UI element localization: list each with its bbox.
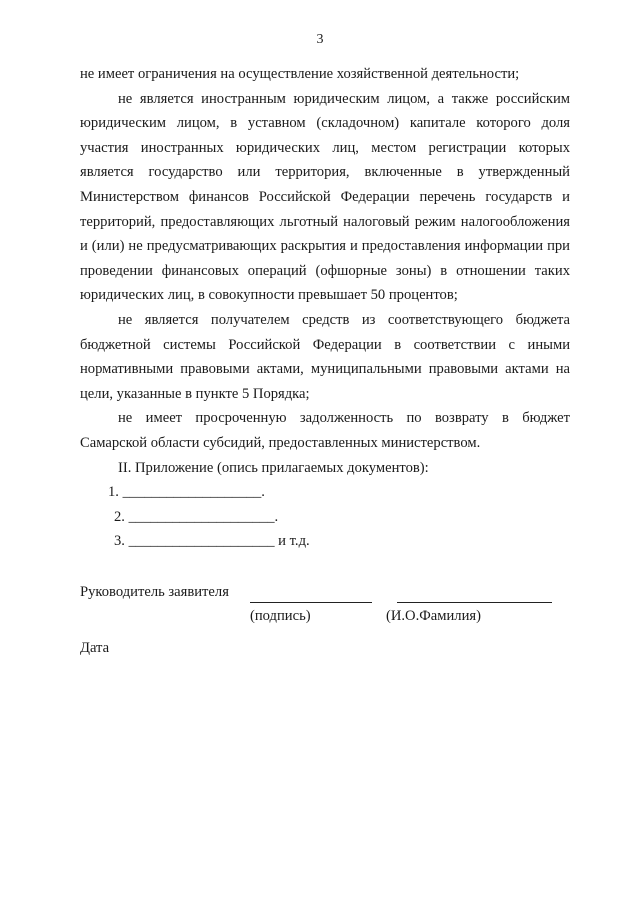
signature-caption: (подпись) xyxy=(250,608,311,624)
paragraph-no-restrictions: не имеет ограничения на осуществление хозяйственной деятельности; xyxy=(80,66,520,82)
signatory-label: Руководитель заявителя xyxy=(80,584,229,600)
list-item: 1. ___________________. xyxy=(108,484,265,501)
date-label: Дата xyxy=(80,640,110,656)
list-item: 3. ____________________ и т.д. xyxy=(114,533,310,550)
documents-list xyxy=(80,480,570,554)
paragraph-not-budget-recipient: не является получателем средств из соответствующего бюджета бюджетной системы Российской Федерации в соответствии с иными нормативными правовыми актами, муниципальными правовыми актами на цели, указанные в пункте 5 Порядка; xyxy=(80,311,570,402)
signature-line xyxy=(250,602,372,603)
name-caption: (И.О.Фамилия) xyxy=(386,608,481,624)
document-body xyxy=(80,62,570,554)
list-item: 2. ____________________. xyxy=(114,508,279,525)
appendix-heading: II. Приложение (опись прилагаемых документов): xyxy=(118,459,429,476)
paragraph-not-foreign-entity: не является иностранным юридическим лицом, а также российским юридическим лицом, в уставном (складочном) капитале которого доля участия иностранных юридических лиц, местом регистрации которых является государство или территория, включенные в утвержденный Министерством финансов Российской Федерации перечень государств и территорий, предоставляющих льготный налоговый режим налогообложения и (или) не предусматривающих раскрытия и предоставления информации при проведении финансовых операций (офшорные зоны) в отношении таких юридических лиц, в совокупности превышает 50 процентов; xyxy=(80,90,570,304)
paragraph-no-overdue-debt: не имеет просроченную задолженность по возврату в бюджет Самарской области субсидий, предоставленных министерством. xyxy=(80,410,570,451)
name-line xyxy=(397,602,552,603)
page-number: 3 xyxy=(316,32,324,47)
signature-block xyxy=(80,584,570,634)
